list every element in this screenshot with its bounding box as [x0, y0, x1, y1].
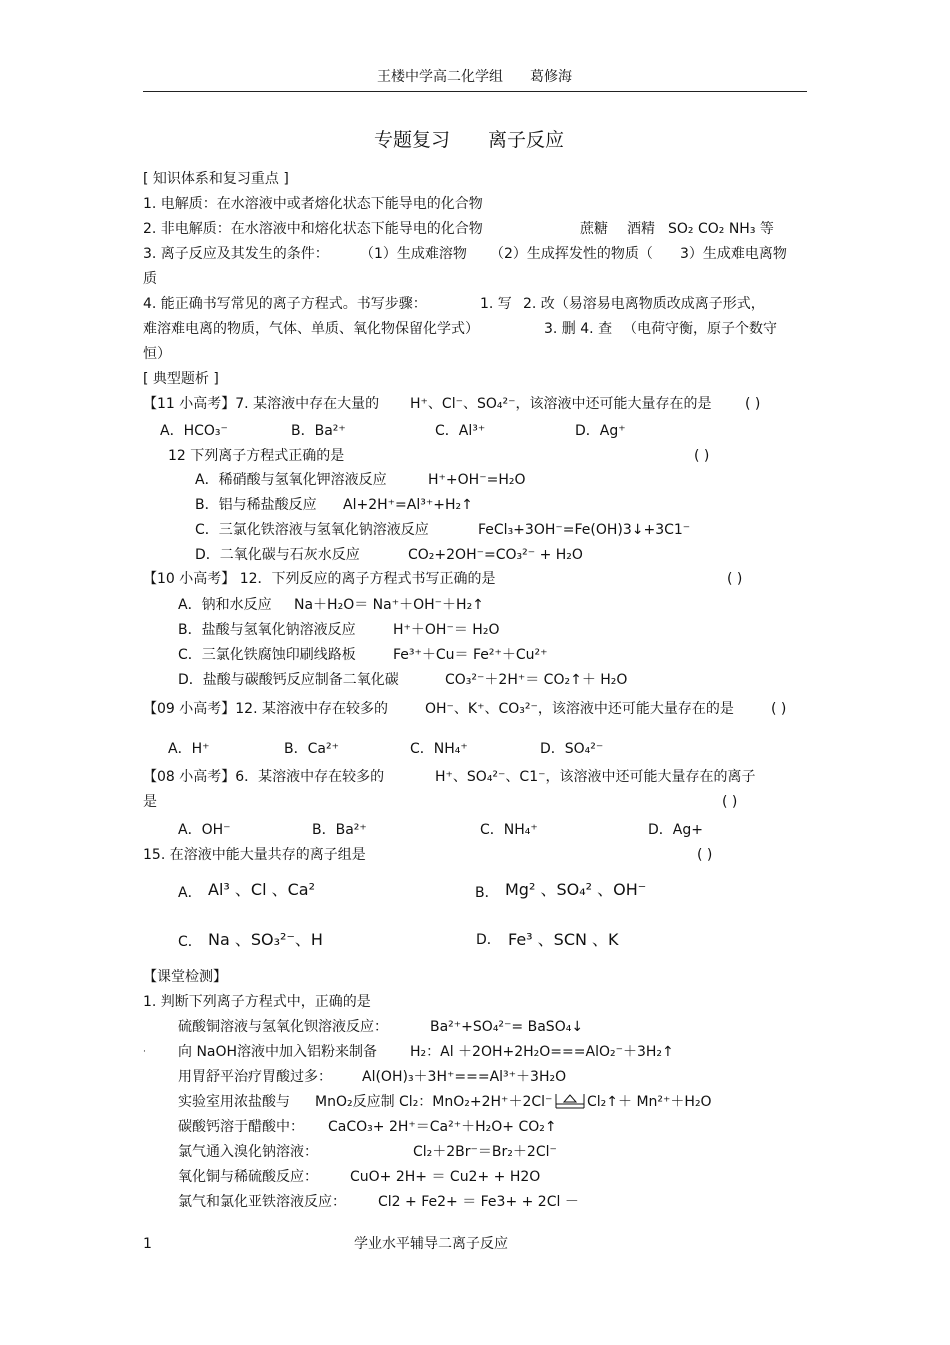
q09-option-c: C．NH₄⁺	[410, 741, 468, 757]
knowledge-4-step2: 2. 改（易溶易电离物质改成离子形式，	[523, 296, 765, 312]
q11-stem: 【11 小高考】7. 某溶液中存在大量的	[143, 396, 380, 412]
q15-answer-blank: ( )	[697, 847, 713, 863]
doc-title-b: 离子反应	[488, 129, 565, 151]
q11-answer-blank: ( )	[745, 396, 761, 412]
check-1-item4-eq-right: Cl₂↑＋ Mn²⁺＋H₂O	[587, 1094, 712, 1110]
q12-option-c: C．三氯化铁溶液与氢氧化钠溶液反应	[195, 522, 429, 538]
q12-option-a: A．稀硝酸与氢氧化钾溶液反应	[195, 472, 387, 488]
q12-option-d-eq: CO₂+2OH⁻=CO₃²⁻ + H₂O	[408, 547, 583, 563]
q12-answer-blank: ( )	[694, 448, 710, 464]
q09-option-a: A．H⁺	[168, 741, 210, 757]
q08-option-a: A．OH⁻	[178, 822, 231, 838]
knowledge-2-alcohol: 酒精	[627, 221, 655, 237]
check-1-item7-eq: CuO+ 2H+ ＝ Cu2+ + H2O	[350, 1169, 541, 1185]
q11-option-a: A．HCO₃⁻	[160, 423, 228, 439]
q11-ions: H⁺、Cl⁻、SO₄²⁻，该溶液中还可能大量存在的是	[410, 396, 712, 412]
q10-option-b-eq: H⁺＋OH⁻＝ H₂O	[393, 622, 500, 638]
check-1-item3: 用胃舒平治疗胃酸过多：	[178, 1069, 332, 1085]
knowledge-4-line2: 难溶难电离的物质，气体、单质、氧化物保留化学式）	[143, 321, 479, 337]
check-1-item6: 氯气通入溴化钠溶液：	[178, 1144, 318, 1160]
check-1-item4-eq: MnO₂反应制 Cl₂：MnO₂+2H⁺＋2Cl⁻	[315, 1094, 553, 1110]
header-school: 王楼中学高二化学组	[377, 69, 503, 85]
q08-ions: H⁺、SO₄²⁻、C1⁻，该溶液中还可能大量存在的离子	[435, 769, 756, 785]
q09-option-b: B．Ca²⁺	[284, 741, 339, 757]
section-knowledge: [ 知识体系和复习重点 ]	[143, 171, 289, 187]
q11-option-d: D．Ag⁺	[575, 423, 626, 439]
header-author: 葛修海	[530, 69, 572, 85]
check-1-item2: 向 NaOH溶液中加入铝粉来制备	[178, 1044, 378, 1060]
q10-option-d-eq: CO₃²⁻＋2H⁺＝ CO₂↑＋ H₂O	[445, 672, 628, 688]
check-1-stem: 1. 判断下列离子方程式中，正确的是	[143, 994, 371, 1010]
section-typical: [ 典型题析 ]	[143, 371, 219, 387]
q10-option-a: A．钠和水反应	[178, 597, 272, 613]
check-1-item1: 硫酸铜溶液与氢氧化钡溶液反应：	[178, 1019, 388, 1035]
knowledge-4-line3: 恒）	[143, 346, 171, 362]
q15-option-b-label: B．	[475, 885, 499, 901]
header-rule	[143, 91, 807, 92]
heating-condition-icon	[555, 1093, 585, 1109]
knowledge-4-step1: 1. 写	[480, 296, 512, 312]
q12-option-b: B．铝与稀盐酸反应	[195, 497, 317, 513]
knowledge-2-sucrose: 蔗糖	[580, 221, 608, 237]
knowledge-2: 2. 非电解质：在水溶液中和熔化状态下能导电的化合物	[143, 221, 483, 237]
q08-option-d: D．Ag+	[648, 822, 703, 838]
q15-option-b: Mg² 、SO₄² 、OH⁻	[505, 880, 647, 899]
knowledge-4-check: （电荷守衡，原子个数守	[623, 321, 777, 337]
knowledge-4: 4. 能正确书写常见的离子方程式。书写步骤：	[143, 296, 427, 312]
q09-ions: OH⁻、K⁺、CO₃²⁻，该溶液中还可能大量存在的是	[425, 701, 734, 717]
knowledge-3-cond2: （2）生成挥发性的物质（	[490, 246, 653, 262]
q15-option-d-label: D．	[476, 932, 501, 948]
q08-stem-cont: 是	[143, 794, 157, 810]
knowledge-3: 3. 离子反应及其发生的条件：	[143, 246, 329, 262]
check-1-item4: 实验室用浓盐酸与	[178, 1094, 290, 1110]
q12-option-b-eq: Al+2H⁺=Al³⁺+H₂↑	[343, 497, 473, 513]
check-1-item8: 氯气和氯化亚铁溶液反应：	[178, 1194, 346, 1210]
q12-stem: 12 下列离子方程式正确的是	[168, 448, 345, 464]
q10-option-c-eq: Fe³⁺＋Cu＝ Fe²⁺＋Cu²⁺	[393, 647, 548, 663]
q15-option-d: Fe³ 、SCN 、K	[508, 930, 619, 949]
check-1-item1-eq: Ba²⁺+SO₄²⁻= BaSO₄↓	[430, 1019, 584, 1035]
q15-option-c-label: C．	[178, 934, 202, 950]
check-1-item5: 碳酸钙溶于醋酸中：	[178, 1119, 304, 1135]
knowledge-3-cond3: 3）生成难电离物	[680, 246, 787, 262]
q09-option-d: D．SO₄²⁻	[540, 741, 604, 757]
q10-option-b: B．盐酸与氢氧化钠溶液反应	[178, 622, 356, 638]
knowledge-3-cont: 质	[143, 271, 157, 287]
q10-option-a-eq: Na＋H₂O＝ Na⁺＋OH⁻＋H₂↑	[294, 597, 484, 613]
q10-stem: 【10 小高考】 12．下列反应的离子方程式书写正确的是	[143, 571, 496, 587]
q10-option-c: C．三氯化铁腐蚀印刷线路板	[178, 647, 356, 663]
knowledge-4-step34: 3. 删 4. 查	[544, 321, 613, 337]
check-1-item7: 氧化铜与稀硫酸反应：	[178, 1169, 318, 1185]
q10-option-d: D．盐酸与碳酸钙反应制备二氧化碳	[178, 672, 399, 688]
q15-option-c: Na 、SO₃²⁻、H	[208, 930, 323, 949]
check-1-item3-eq: Al(OH)₃＋3H⁺===Al³⁺＋3H₂O	[362, 1069, 567, 1085]
knowledge-1: 1. 电解质：在水溶液中或者熔化状态下能导电的化合物	[143, 196, 483, 212]
check-1-item8-eq: Cl2 + Fe2+ ＝ Fe3+ + 2Cl －	[378, 1194, 579, 1210]
section-check: 【课堂检测】	[143, 969, 227, 985]
doc-title-a: 专题复习	[374, 129, 451, 151]
q15-option-a: Al³ 、Cl 、Ca²	[208, 880, 315, 899]
q11-option-c: C．Al³⁺	[435, 423, 486, 439]
knowledge-3-cond1: （1）生成难溶物	[360, 246, 467, 262]
q09-answer-blank: ( )	[771, 701, 787, 717]
q12-option-c-eq: FeCl₃+3OH⁻=Fe(OH)3↓+3C1⁻	[478, 522, 691, 538]
footer-title: 学业水平辅导二离子反应	[354, 1236, 508, 1252]
q12-option-a-eq: H⁺+OH⁻=H₂O	[428, 472, 526, 488]
q12-option-d: D．二氧化碳与石灰水反应	[195, 547, 360, 563]
check-1-item2-eq: H₂：Al ＋2OH+2H₂O===AlO₂⁻＋3H₂↑	[410, 1044, 674, 1060]
q08-option-b: B．Ba²⁺	[312, 822, 367, 838]
q15-stem: 15. 在溶液中能大量共存的离子组是	[143, 847, 366, 863]
q08-option-c: C．NH₄⁺	[480, 822, 538, 838]
check-1-item5-eq: CaCO₃+ 2H⁺＝Ca²⁺＋H₂O+ CO₂↑	[328, 1119, 557, 1135]
q11-option-b: B．Ba²⁺	[291, 423, 346, 439]
q09-stem: 【09 小高考】12. 某溶液中存在较多的	[143, 701, 388, 717]
knowledge-2-gases: SO₂ CO₂ NH₃ 等	[668, 221, 774, 237]
footer-page-number: 1	[143, 1236, 152, 1252]
q08-stem: 【08 小高考】6．某溶液中存在较多的	[143, 769, 385, 785]
q15-option-a-label: A．	[178, 885, 202, 901]
check-1-item6-eq: Cl₂＋2Br⁻＝Br₂＋2Cl⁻	[413, 1144, 557, 1160]
q08-answer-blank: ( )	[722, 794, 738, 810]
q10-answer-blank: ( )	[727, 571, 743, 587]
margin-dot: ·	[143, 1047, 146, 1057]
